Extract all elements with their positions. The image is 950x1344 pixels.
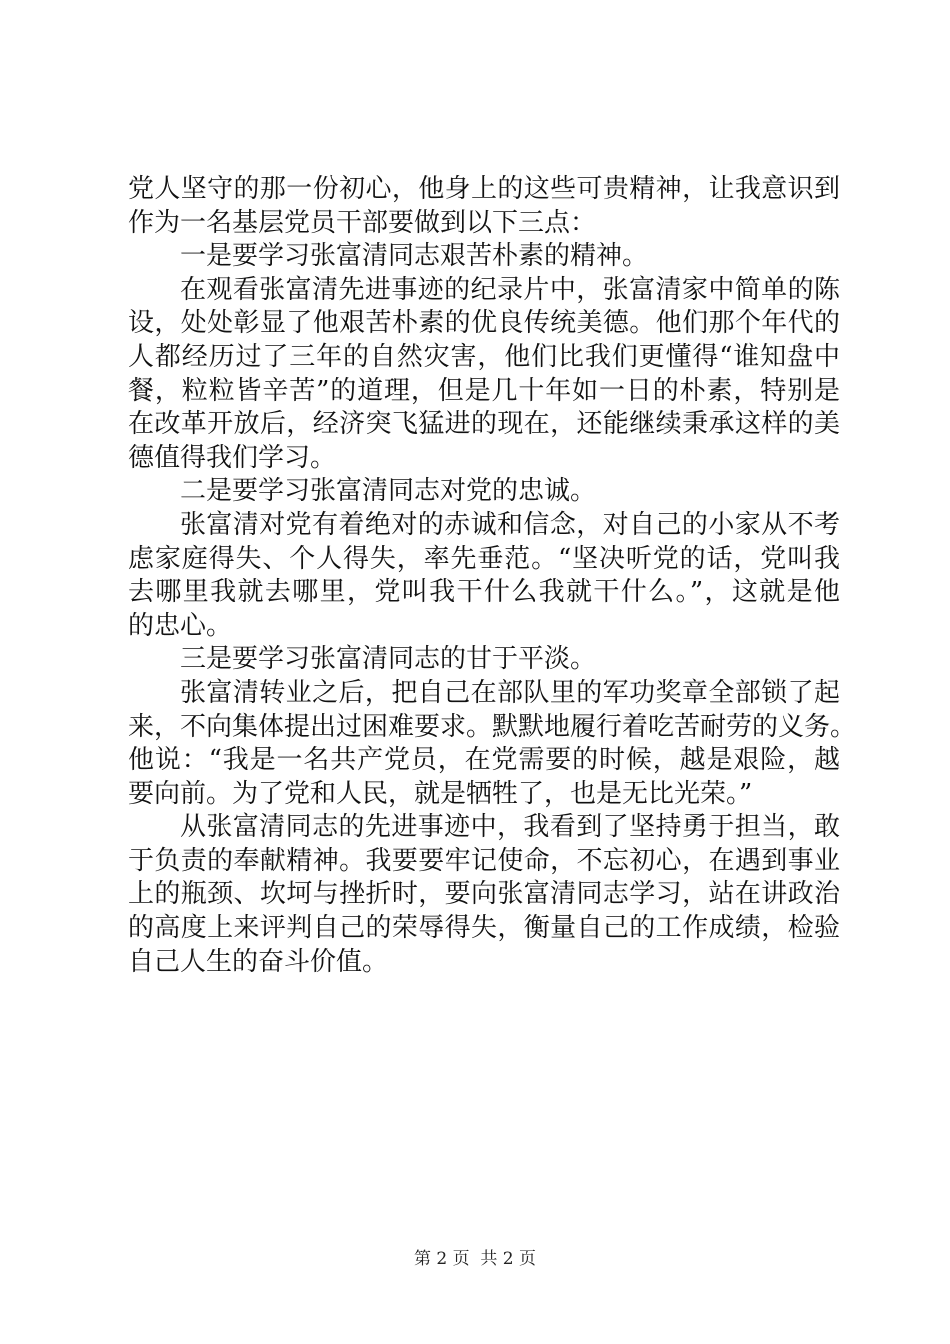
section-heading: 三是要学习张富清同志的甘于平淡。 bbox=[180, 644, 597, 675]
document-body bbox=[128, 173, 857, 979]
text-line: 党人坚守的那一份初心，他身上的这些可贵精神，让我意识到 bbox=[128, 174, 840, 204]
text-line: 张富清对党有着绝对的赤诚和信念，对自己的小家从不考 bbox=[180, 509, 840, 540]
text-line: 于负责的奉献精神。我要要牢记使命，不忘初心，在遇到事业 bbox=[128, 845, 840, 876]
text-line: 去哪里我就去哪里，党叫我干什么我就干什么。”，这就是他 bbox=[128, 577, 840, 608]
text-line: 要向前。为了党和人民，就是牺牲了，也是无比光荣。” bbox=[128, 778, 753, 809]
text-line: 的高度上来评判自己的荣辱得失，衡量自己的工作成绩，检验 bbox=[128, 913, 840, 944]
text-line: 在改革开放后，经济突飞猛进的现在，还能继续秉承这样的美 bbox=[128, 409, 840, 440]
text-line: 从张富清同志的先进事迹中，我看到了坚持勇于担当，敢 bbox=[180, 812, 840, 843]
text-line: 作为一名基层党员干部要做到以下三点： bbox=[128, 207, 597, 238]
text-line: 德值得我们学习。 bbox=[128, 442, 337, 473]
text-line: 虑家庭得失、个人得失，率先垂范。“坚决听党的话，党叫我 bbox=[128, 543, 840, 574]
page-footer bbox=[0, 1244, 950, 1269]
page-number: 第 2 页 共 2 页 bbox=[413, 1249, 537, 1269]
text-line: 张富清转业之后，把自己在部队里的军功奖章全部锁了起 bbox=[180, 677, 840, 708]
text-line: 自己人生的奋斗价值。 bbox=[128, 946, 389, 977]
text-line: 来，不向集体提出过困难要求。默默地履行着吃苦耐劳的义务。 bbox=[128, 711, 857, 742]
text-line: 餐，粒粒皆辛苦”的道理，但是几十年如一日的朴素，特别是 bbox=[128, 375, 840, 406]
section-heading: 二是要学习张富清同志对党的忠诚。 bbox=[180, 476, 597, 507]
text-line: 设，处处彰显了他艰苦朴素的优良传统美德。他们那个年代的 bbox=[128, 308, 840, 339]
text-line: 在观看张富清先进事迹的纪录片中，张富清家中简单的陈 bbox=[180, 274, 840, 305]
section-heading: 一是要学习张富清同志艰苦朴素的精神。 bbox=[180, 241, 649, 272]
text-line: 人都经历过了三年的自然灾害，他们比我们更懂得“谁知盘中 bbox=[128, 341, 840, 372]
text-line: 他说：“我是一名共产党员，在党需要的时候，越是艰险，越 bbox=[128, 745, 840, 776]
text-line: 的忠心。 bbox=[128, 610, 233, 641]
text-line: 上的瓶颈、坎坷与挫折时，要向张富清同志学习，站在讲政治 bbox=[128, 879, 840, 910]
